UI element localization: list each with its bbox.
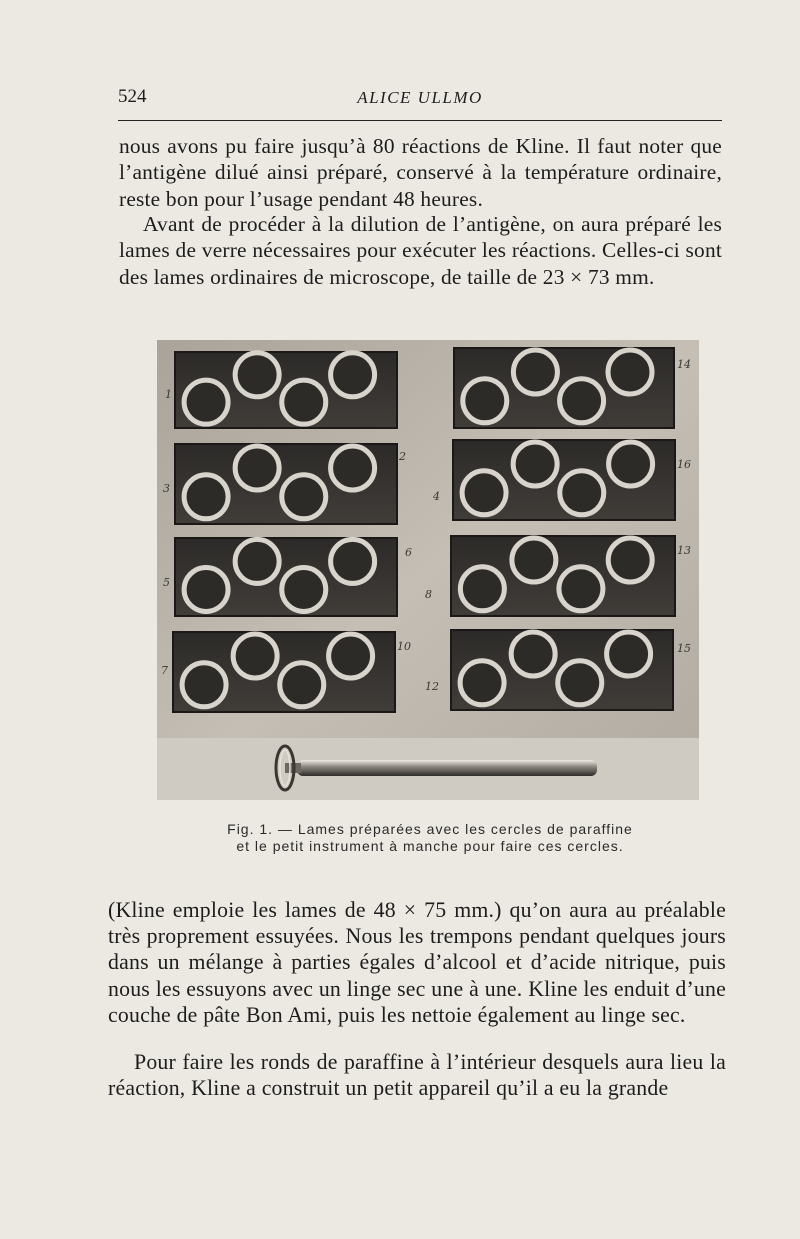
paraffin-ring xyxy=(608,350,652,394)
slide-number-label: 5 xyxy=(163,576,170,589)
header-rule xyxy=(118,120,722,121)
paragraph-4: Pour faire les ronds de paraffine à l’intérieur desquels aura lieu la réaction, Kline a construit un petit appareil qu’il a eu la grande xyxy=(108,1050,726,1101)
running-head: ALICE ULLMO xyxy=(357,88,483,107)
paraffin-ring xyxy=(184,567,228,611)
slide-number-label: 3 xyxy=(163,482,170,495)
paraffin-ring xyxy=(559,567,603,611)
page-header xyxy=(118,86,722,114)
slide-number-label: 2 xyxy=(399,450,406,463)
caption-line-2: et le petit instrument à manche pour faire ces cercles. xyxy=(236,838,624,854)
paraffin-ring xyxy=(235,446,279,490)
caption-line-1: Fig. 1. — Lames préparées avec les cercles de paraffine xyxy=(227,821,633,837)
paraffin-ring xyxy=(331,353,375,397)
figure-caption xyxy=(150,821,710,855)
paraffin-ring xyxy=(282,380,326,424)
paraffin-ring xyxy=(235,353,279,397)
paraffin-ring xyxy=(184,380,228,424)
paraffin-ring xyxy=(560,471,604,515)
paragraph-1: nous avons pu faire jusqu’à 80 réactions de Kline. Il faut noter que l’antigène dilué ainsi préparé, conservé à la température ordinaire, reste bon pour l’usage pendant 48 heures. xyxy=(119,134,722,211)
paraffin-ring xyxy=(329,634,373,678)
slide-number-label: 1 xyxy=(165,388,172,401)
paraffin-ring xyxy=(280,663,324,707)
slide-number-label: 14 xyxy=(677,358,691,371)
paraffin-ring xyxy=(282,475,326,519)
paraffin-ring xyxy=(460,661,504,705)
slides-photograph xyxy=(157,340,699,800)
paraffin-ring xyxy=(513,442,557,486)
paraffin-ring xyxy=(331,446,375,490)
paraffin-ring xyxy=(462,471,506,515)
slide-number-label: 8 xyxy=(425,588,432,601)
paraffin-ring xyxy=(460,567,504,611)
paraffin-ring xyxy=(282,567,326,611)
slide-number-label: 15 xyxy=(677,642,691,655)
slide-number-label: 4 xyxy=(433,490,440,503)
paraffin-ring xyxy=(511,632,555,676)
tool-handle xyxy=(297,760,597,776)
slide-number-label: 16 xyxy=(677,458,691,471)
paraffin-ring xyxy=(607,632,651,676)
paraffin-ring xyxy=(609,442,653,486)
paraffin-ring xyxy=(331,539,375,583)
paragraph-3: (Kline emploie les lames de 48 × 75 mm.) qu’on aura au préalable très proprement essuyées. Nous les trempons pendant quelques jours dans un mélange à parties égales d’alcool et d’acide nitrique, puis nous les essuyons avec un linge sec une à une. Kline les enduit d’une couche de pâte Bon Ami, puis les nettoie également au linge sec. xyxy=(108,898,726,1027)
paraffin-ring xyxy=(513,350,557,394)
paraffin-ring xyxy=(184,475,228,519)
slide-number-label: 7 xyxy=(161,664,168,677)
slide-number-label: 12 xyxy=(425,680,439,693)
paraffin-ring xyxy=(512,538,556,582)
slide-number-label: 10 xyxy=(397,640,411,653)
figure-photo xyxy=(157,340,699,800)
paraffin-ring xyxy=(560,379,604,423)
page-number: 524 xyxy=(118,86,147,107)
paraffin-ring xyxy=(608,538,652,582)
paraffin-ring xyxy=(463,379,507,423)
paraffin-ring xyxy=(233,634,277,678)
paraffin-ring xyxy=(182,663,226,707)
paraffin-ring xyxy=(235,539,279,583)
paragraph-2: Avant de procéder à la dilution de l’antigène, on aura préparé les lames de verre nécessaires pour exécuter les réactions. Celles-ci sont des lames ordinaires de microscope, de taille de 23 × 73 mm. xyxy=(119,212,722,289)
slide-number-label: 6 xyxy=(405,546,412,559)
paraffin-ring xyxy=(558,661,602,705)
slide-number-label: 13 xyxy=(677,544,691,557)
